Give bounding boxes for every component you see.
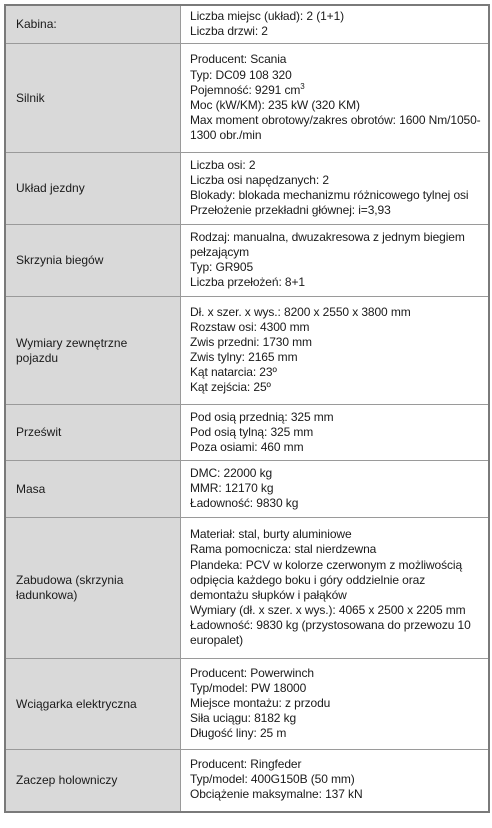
value-line: Producent: Ringfeder <box>190 757 302 772</box>
row-label: Masa <box>5 461 181 518</box>
row-label: Zaczep holowniczy <box>5 750 181 812</box>
row-label: Układ jezdny <box>5 153 181 225</box>
value-line: Dł. x szer. x wys.: 8200 x 2550 x 3800 mm <box>190 304 411 319</box>
spec-table <box>4 4 490 813</box>
value-line: Liczba drzwi: 2 <box>190 24 268 39</box>
row-label: Skrzynia biegów <box>5 225 181 297</box>
table-row <box>5 225 489 297</box>
value-line: Max moment obrotowy/zakres obrotów: 1600 Nm/1050-1300 obr./min <box>190 112 481 142</box>
value-line: Ładowność: 9830 kg <box>190 496 299 511</box>
row-label: Wciągarka elektryczna <box>5 659 181 750</box>
table-row <box>5 659 489 750</box>
value-line: Długość liny: 25 m <box>190 726 287 741</box>
table-row <box>5 5 489 44</box>
value-line: Rama pomocnicza: stal nierdzewna <box>190 542 377 557</box>
table-row <box>5 153 489 225</box>
value-line: Kąt natarcia: 23º <box>190 365 277 380</box>
value-line: Liczba osi napędzanych: 2 <box>190 173 329 188</box>
row-label: Prześwit <box>5 405 181 461</box>
row-values <box>181 405 490 461</box>
table-row <box>5 297 489 405</box>
value-line: Typ: GR905 <box>190 260 254 275</box>
value-line: Poza osiami: 460 mm <box>190 439 304 454</box>
value-line: Siła uciągu: 8182 kg <box>190 711 297 726</box>
value-line: Blokady: blokada mechanizmu różnicowego tylnej osi <box>190 188 469 203</box>
value-line: Pod osią przednią: 325 mm <box>190 409 334 424</box>
value-line: Pod osią tylną: 325 mm <box>190 424 314 439</box>
value-line <box>190 83 482 98</box>
value-line: Przełożenie przekładni głównej: i=3,93 <box>190 203 391 218</box>
row-values <box>181 659 490 750</box>
value-line: Producent: Scania <box>190 52 287 67</box>
value-line: Kąt zejścia: 25º <box>190 380 271 395</box>
value-line: Zwis tylny: 2165 mm <box>190 350 298 365</box>
value-line: DMC: 22000 kg <box>190 466 273 481</box>
value-line: Rodzaj: manualna, dwuzakresowa z jednym biegiem pełzającym <box>190 230 465 260</box>
table-row <box>5 44 489 153</box>
row-values <box>181 461 490 518</box>
row-label: Zabudowa (skrzynia ładunkowa) <box>5 518 181 659</box>
value-line: Typ/model: 400G150B (50 mm) <box>190 772 355 787</box>
value-line: Wymiary (dł. x szer. x wys.): 4065 x 2500 x 2205 mm <box>190 602 466 617</box>
row-values <box>181 153 490 225</box>
row-values <box>181 518 490 659</box>
value-line: Rozstaw osi: 4300 mm <box>190 320 310 334</box>
value-line: Typ: DC09 108 320 <box>190 67 292 82</box>
value-line: Miejsce montażu: z przodu <box>190 696 331 711</box>
value-line: Materiał: stal, burty aluminiowe <box>190 527 352 542</box>
row-values <box>181 750 490 812</box>
row-values <box>181 225 490 297</box>
row-values <box>181 297 490 405</box>
value-line: Liczba osi: 2 <box>190 158 256 172</box>
row-label: Wymiary zewnętrzne pojazdu <box>5 297 181 405</box>
value-line: Liczba miejsc (układ): 2 (1+1) <box>190 9 345 23</box>
superscript: 3 <box>300 81 305 91</box>
value-line: Moc (kW/KM): 235 kW (320 KM) <box>190 97 360 112</box>
value-line: Obciążenie maksymalne: 137 kN <box>190 787 363 802</box>
value-line: Zwis przedni: 1730 mm <box>190 335 312 350</box>
value-line: MMR: 12170 kg <box>190 481 274 496</box>
value-line: Ładowność: 9830 kg (przystosowana do przewozu 10 europalet) <box>190 617 471 647</box>
value-line: Typ/model: PW 18000 <box>190 681 307 696</box>
value-line: Producent: Powerwinch <box>190 665 314 680</box>
row-values <box>181 44 490 153</box>
row-label: Kabina: <box>5 5 181 44</box>
value-line: Plandeka: PCV w kolorze czerwonym z możliwością odpięcia każdego boku i góry oddzielnie oraz demontażu słupków i pałąków <box>190 557 463 602</box>
row-values <box>181 5 490 44</box>
table-row <box>5 461 489 518</box>
row-label: Silnik <box>5 44 181 153</box>
value-line: Liczba przełożeń: 8+1 <box>190 275 305 290</box>
table-row <box>5 750 489 812</box>
table-row <box>5 405 489 461</box>
table-row <box>5 518 489 659</box>
value-text: Pojemność: 9291 cm <box>190 82 301 97</box>
